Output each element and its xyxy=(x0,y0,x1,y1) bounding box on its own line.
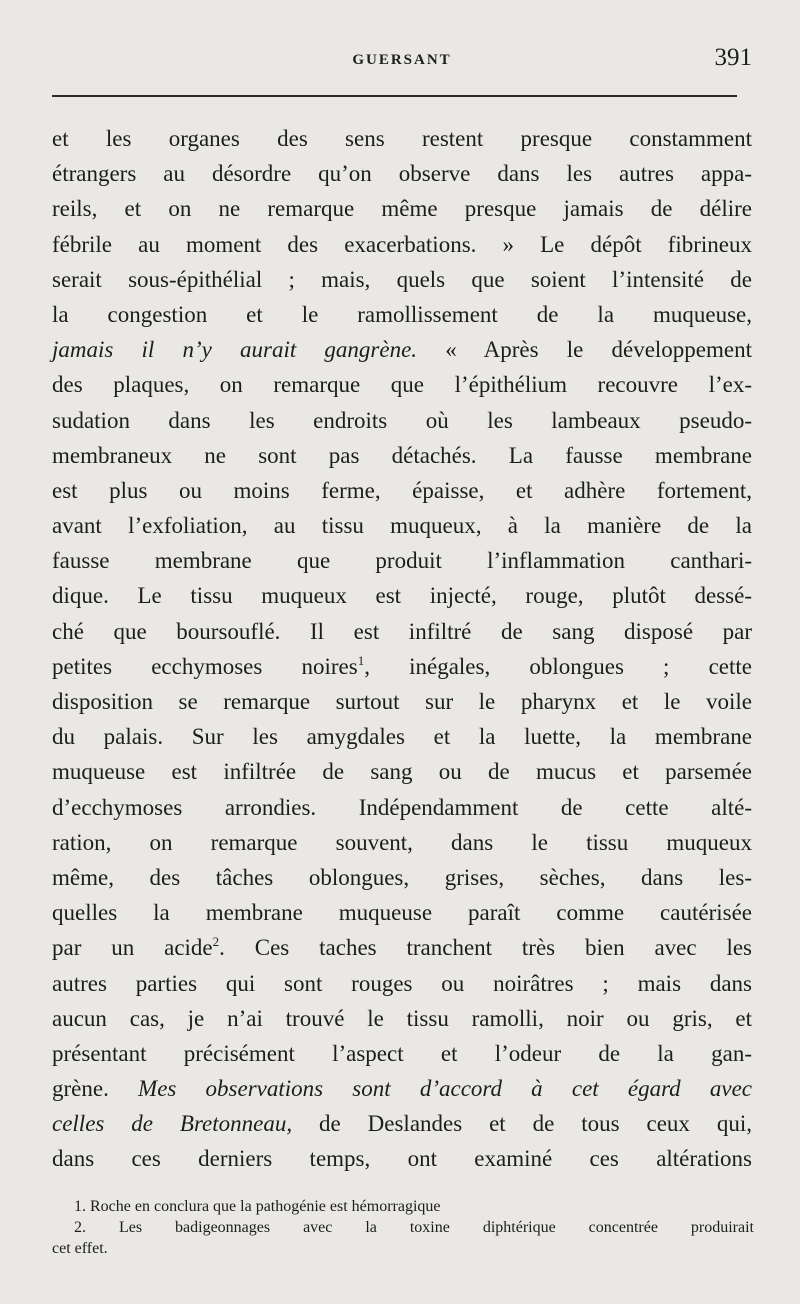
italic-phrase: Mes observations sont d’accord à cet égard avec xyxy=(138,1076,753,1102)
text-line: reils, et on ne remarque même presque jamais de délire xyxy=(52,196,752,222)
text-run: grène. xyxy=(52,1076,139,1102)
text-line xyxy=(52,649,752,684)
text-line xyxy=(52,1071,752,1106)
text-line xyxy=(52,1106,752,1141)
text-run: « Après le développement xyxy=(417,337,753,363)
text-line: disposition se remarque surtout sur le pharynx et le voile xyxy=(52,689,752,714)
footnote-ref[interactable]: 1 xyxy=(357,652,365,668)
text-line: est plus ou moins ferme, épaisse, et adhère fortement, xyxy=(52,477,752,503)
text-line xyxy=(52,930,752,965)
text-line: ration, on remarque souvent, dans le tissu muqueux xyxy=(52,829,752,855)
body-text xyxy=(52,121,752,1177)
footnote-2-continued: cet effet. xyxy=(52,1240,108,1257)
text-line: dique. Le tissu muqueux est injecté, rouge, plutôt dessé- xyxy=(52,583,752,609)
italic-phrase: jamais il n’y aurait gangrène. xyxy=(52,337,418,363)
text-line: la congestion et le ramollissement de la muqueuse, xyxy=(52,301,752,327)
text-line xyxy=(52,332,752,367)
footnote-2: 2. Les badigeonnages avec la toxine diphtérique concentrée produirait xyxy=(74,1219,754,1236)
text-line: avant l’exfoliation, au tissu muqueux, à la manière de la xyxy=(52,513,752,539)
text-run: de Deslandes et de tous ceux qui, xyxy=(292,1111,752,1137)
text-line: membraneux ne sont pas détachés. La fausse membrane xyxy=(52,442,752,468)
text-line: d’ecchymoses arrondies. Indépendamment de cette alté- xyxy=(52,794,752,820)
text-run: . Ces taches tranchent très bien avec les xyxy=(219,935,753,961)
page-number: 391 xyxy=(714,44,752,71)
text-run: , inégales, oblongues ; cette xyxy=(364,653,753,679)
text-run: petites ecchymoses noires xyxy=(52,653,358,679)
text-line: muqueuse est infiltrée de sang ou de mucus et parsemée xyxy=(52,759,752,785)
footnote-1: 1. Roche en conclura que la pathogénie est hémorragique xyxy=(74,1198,441,1215)
text-line: étrangers au désordre qu’on observe dans les autres appa- xyxy=(52,161,752,187)
text-line: aucun cas, je n’ai trouvé le tissu ramolli, noir ou gris, et xyxy=(52,1005,752,1031)
footnotes xyxy=(52,1196,754,1259)
text-line: et les organes des sens restent presque constamment xyxy=(52,126,752,151)
text-line: sudation dans les endroits où les lambeaux pseudo- xyxy=(52,407,752,433)
text-line: même, des tâches oblongues, grises, sèches, dans les- xyxy=(52,864,752,890)
header-rule xyxy=(52,95,737,97)
text-run: par un acide xyxy=(52,935,213,961)
text-line: fausse membrane que produit l’inflammation canthari- xyxy=(52,548,752,574)
text-line: quelles la membrane muqueuse paraît comme cautérisée xyxy=(52,900,752,926)
text-line: des plaques, on remarque que l’épithélium recouvre l’ex- xyxy=(52,372,752,398)
text-line: serait sous-épithélial ; mais, quels que soient l’intensité de xyxy=(52,266,752,292)
footnote-ref[interactable]: 2 xyxy=(212,934,220,950)
text-line: ché que boursouflé. Il est infiltré de sang disposé par xyxy=(52,618,752,644)
running-head-title: GUERSANT xyxy=(352,52,452,68)
text-line: présentant précisément l’aspect et l’odeur de la gan- xyxy=(52,1040,752,1066)
text-line: autres parties qui sont rouges ou noirâtres ; mais dans xyxy=(52,970,752,996)
italic-phrase: celles de Bretonneau, xyxy=(52,1111,293,1137)
text-line: dans ces derniers temps, ont examiné ces altérations xyxy=(52,1146,752,1172)
text-line: fébrile au moment des exacerbations. » Le dépôt fibrineux xyxy=(52,231,752,257)
running-head xyxy=(52,44,752,84)
text-line: du palais. Sur les amygdales et la luette, la membrane xyxy=(52,724,752,750)
